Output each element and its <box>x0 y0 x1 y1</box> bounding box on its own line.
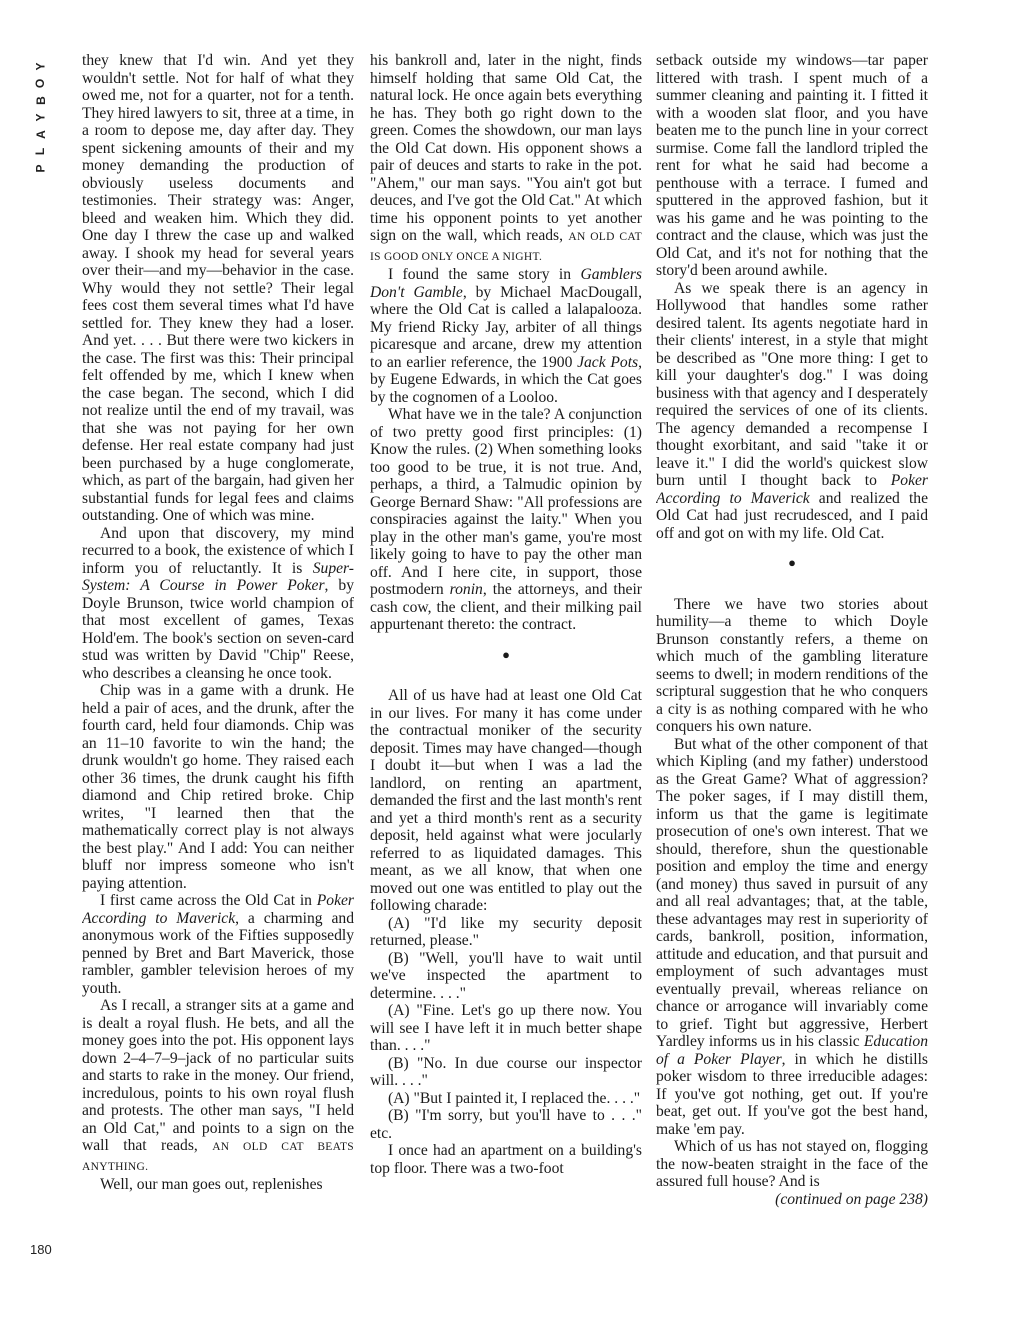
book-title: Super-System: A Course in Power Poker <box>82 559 354 594</box>
magazine-letter: Y <box>33 62 48 71</box>
magazine-letter: B <box>33 96 48 105</box>
text-column-3 <box>656 52 928 1272</box>
dialogue-line: (A) "I'd like my security deposit returned, please." <box>370 914 642 949</box>
page-number: 180 <box>30 1242 52 1257</box>
text-column-2 <box>370 52 642 1272</box>
book-title: Poker According to Maverick <box>656 472 928 507</box>
paragraph: I once had an apartment on a building's top floor. There was a two-foot <box>370 1142 642 1177</box>
paragraph: As we speak there is an agency in Hollywood that handles some rather desired talent. Its agents negotiate hard in their clients' interest, in a style that might be described as "One more thing: I get to kill your daughter's dog." I was doing business with that agency and I desperately required the services of one of its clients. The agency demanded a recompense I thought exorbitant, and said "take it or leave it." I did the world's quickest slow burn until I thought back to Poker According to Maverick and realized the Old Cat had just recrudesced, and I paid off and got on with my life. Old Cat. <box>656 279 928 542</box>
magazine-letter: O <box>33 78 48 89</box>
text-column-1 <box>82 52 354 1272</box>
magazine-name-vertical <box>28 58 54 177</box>
book-title: Jack Pots <box>577 353 639 371</box>
paragraph: What have we in the tale? A conjunction of two pretty good first principles: (1) Know the rules. (2) When something looks too good to be true, it is not true. And, perhaps, a third, a Talmudic opinion by George Bernard Shaw: "All professions are conspiracies against the laity." When you play in the other man's game, you're most likely going to have to pay the other man off. And I here cite, in support, those postmodern ronin, the attorneys, and their cash cow, the client, and their milking pail appurtenant thereto: the contract. <box>370 406 642 633</box>
paragraph: they knew that I'd win. And yet they wouldn't settle. Not for half of what they owed me, not for a quarter, not for a tenth. They hired lawyers to sit, three at a time, in a room to depose me, day after day. They spent sickening amounts of their and my money demanding the production of obviously useless documents and testimonies. Their strategy was: Anger, bleed and weaken him. Which they did. One day I threw the case up and walked away. I shook my head for several years over their—and my—behavior in the case. Why would they not settle? Their legal fees cost them several times what I'd have settled for. They knew they had a loser. And yet. . . . But there were two kickers in the case. The first was this: Their principal felt offended by me, which I knew when the case began. The second, which I did not realize until the end of my travail, was that she was not paying for her own defense. Her real estate company had just been purchased by a huge conglomerate, which, as part of the bargain, had given her substantial funds for legal fees and claims outstanding. One of which was mine. <box>82 52 354 524</box>
paragraph: But what of the other component of that which Kipling (and my father) understood as the Great Game? What of aggression? The poker sages, if I may distill them, inform us that the game is legitimate prosecution of one's own interest. That we should, therefore, shun the questionable position and employ the time and energy (and money) thus saved in pursuit of any and all real advantages; that, at the table, these advantages may rest in superiority of cards, bankroll, position, information, attitude and education, and that pursuit and employment of such advantages must eventually prevail, whereas reliance on chance or arrogance will invariably come to grief. Tight but aggressive, Herbert Yardley informs us in his classic Education of a Poker Player, in which he distills poker wisdom to three irreducible adages: If you've got nothing, get out. If you're beat, get out. If you've got the best hand, make 'em pay. <box>656 735 928 1138</box>
book-title: Gamblers Don't Gamble <box>370 266 642 301</box>
paragraph: Chip was in a game with a drunk. He held a pair of aces, and the drunk, after the fourth card, held four diamonds. Chip was an 11–10 favorite to win the hand; the drunk wouldn't go home. They raised each other 36 times, the drunk caught his fifth diamond and Chip retired broke. Chip writes, "I learned then that the mathematically correct play is not always the best play." And I add: You can neither bluff nor impress someone who isn't paying attention. <box>82 682 354 892</box>
paragraph: And upon that discovery, my mind recurred to a book, the existence of which I inform you of reluctantly. It is Super-System: A Course in Power Poker, by Doyle Brunson, twice world champion of that most excellent of games, Texas Hold'em. The book's section on seven-card stud was written by David "Chip" Reese, who describes a cleansing he once took. <box>82 524 354 682</box>
dialogue-line: (A) "But I painted it, I replaced the. . . ." <box>387 1089 641 1107</box>
paragraph: All of us have had at least one Old Cat in our lives. For many it has come under the contractual moniker of the security deposit. Times may have changed—though I doubt it—but when I was a lad the landlord, on renting an apartment, demanded the first and the last month's rent and yet a third month's rent as a security deposit, held against what were jocularly referred to as liquidated damages. This meant, as we all know, that when one moved out one was entitled to play out the following charade: <box>370 687 642 914</box>
section-break-bullet: ● <box>502 646 510 662</box>
dialogue-line: (B) "I'm sorry, but you'll have to . . ." etc. <box>370 1107 642 1142</box>
continued-note: (continued on page 238) <box>775 1190 928 1208</box>
paragraph: As I recall, a stranger sits at a game and is dealt a royal flush. He bets, and all the money goes into the pot. His opponent lays down 2–4–7–9–jack of no particular suits and starts to rake in the money. Our friend, incredulous, points to his own royal flush and protests. The other man says, "I held an Old Cat," and points to a sign on the wall that reads, AN OLD CAT BEATS ANYTHING. <box>82 997 354 1173</box>
dialogue-line: (B) "No. In due course our inspector will. . . ." <box>370 1054 642 1089</box>
paragraph: There we have two stories about humility—a theme to which Doyle Brunson constantly refers, a theme on which much of the gambling literature seems to dwell; in modern renditions of the scriptural suggestion that he who conquers a city is as nothing compared with he who conquers his own nature. <box>656 595 928 735</box>
magazine-letter: L <box>33 147 48 156</box>
dialogue-line: (B) "Well, you'll have to wait until we've inspected the apartment to determine. . . ." <box>370 949 642 1002</box>
paragraph: Which of us has not stayed on, flogging the now-beaten straight in the face of the assured full house? And is <box>656 1138 928 1190</box>
paragraph: his bankroll and, later in the night, finds himself holding that same Old Cat, the natural lock. He once again bets everything he has. They both go right down to the green. Comes the showdown, our man lays the Old Cat down. His opponent shows a pair of deuces and starts to rake in the pot. "Ahem," our man says. "You ain't got but deuces, and I've got the Old Cat." At which time his opponent points to yet another sign on the wall, which reads, AN OLD CAT IS GOOD ONLY ONCE A NIGHT. <box>370 52 642 263</box>
section-break-bullet: ● <box>788 555 796 570</box>
magazine-letter: A <box>33 130 48 139</box>
paragraph: setback outside my windows—tar paper littered with trash. I spent much of a summer cleaning and painting it. I fitted it with a wooden slat floor, and you have beaten me to the punch line in your correct surmise. Come fall the landlord tripled the rent for what he said had become a penthouse with a terrace. I fumed and sputtered in the approved fashion, but it was his game and he was pointing to the contract and the clause, which was just the Old Cat, and it's not for nothing that the story'd been around awhile. <box>656 52 928 279</box>
paragraph: Well, our man goes out, replenishes <box>99 1176 323 1193</box>
magazine-letter: P <box>33 164 48 173</box>
sign-text: AN OLD CAT BEATS ANYTHING. <box>82 1141 354 1173</box>
sign-text: AN OLD CAT IS GOOD ONLY ONCE A NIGHT. <box>370 231 642 263</box>
dialogue-line: (A) "Fine. Let's go up there now. You will see I have left it in much better shape than. . . ." <box>370 1002 642 1054</box>
magazine-letter: Y <box>33 113 48 122</box>
book-title: Education of a Poker Player <box>656 1033 928 1068</box>
book-title: Poker According to Maverick <box>82 892 354 927</box>
paragraph: I first came across the Old Cat in Poker According to Maverick, a charming and anonymous work of the Fifties supposedly penned by Bret and Bart Maverick, those rambler, gambler television heroes of my youth. <box>82 892 354 997</box>
paragraph: I found the same story in Gamblers Don't Gamble, by Michael MacDougall, where the Old Cat is called a lalapalooza. My friend Ricky Jay, arbiter of all things picaresque and arcane, drew my attention to an earlier reference, the 1900 Jack Pots, by Eugene Edwards, in which the Cat goes by the cognomen of a Looloo. <box>370 266 642 406</box>
